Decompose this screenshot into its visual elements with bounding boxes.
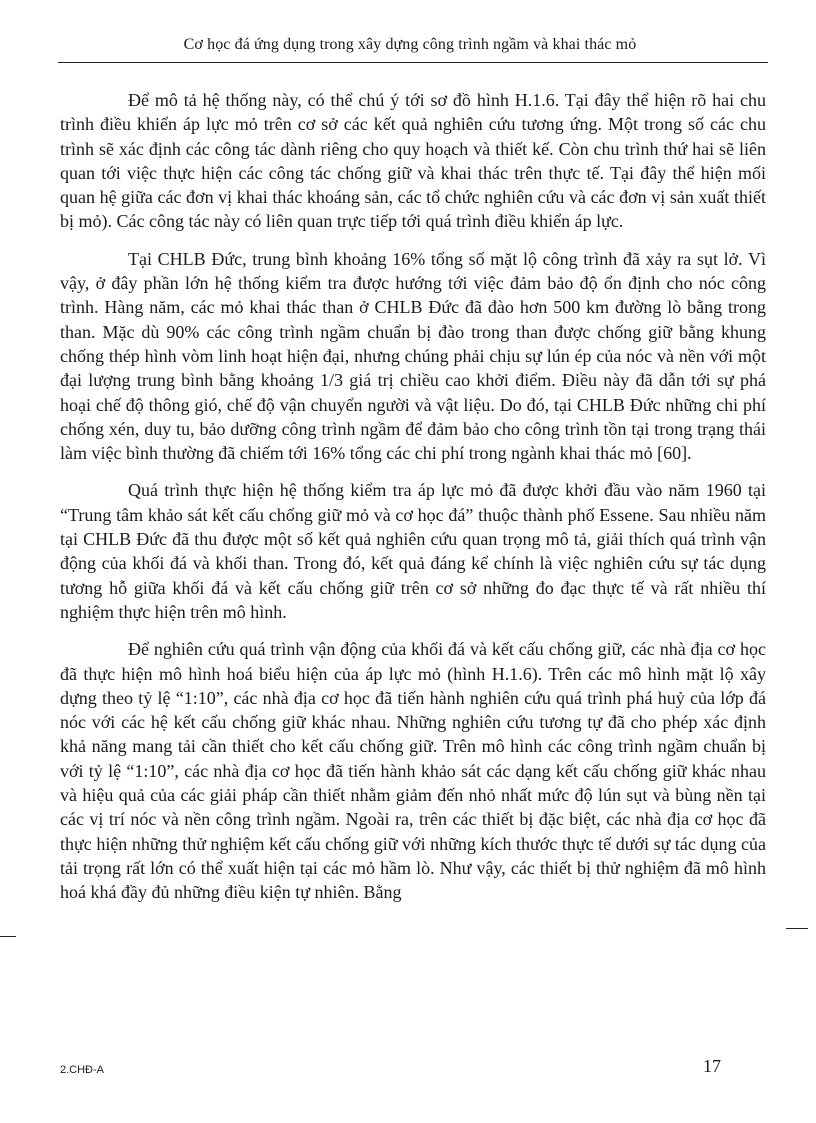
right-margin-mark bbox=[786, 928, 808, 929]
header-divider bbox=[58, 62, 768, 63]
left-margin-mark bbox=[0, 936, 16, 937]
running-header: Cơ học đá ứng dụng trong xây dựng công trình ngầm và khai thác mỏ bbox=[183, 36, 637, 53]
paragraph: Để nghiên cứu quá trình vận động của khối đá và kết cấu chống giữ, các nhà địa cơ học đã thực hiện mô hình hoá biểu hiện của áp lực mỏ (hình H.1.6). Trên các mô hình mặt lộ xây dựng theo tỷ lệ “1:10”, các nhà địa cơ học đã tiến hành nghiên cứu quá trình phá huỷ của lớp đá nóc với các hệ kết cấu chống giữ khác nhau. Những nghiên cứu tương tự đã cho phép xác định khả năng mang tải cần thiết cho kết cấu chống giữ. Trên mô hình các công trình ngầm chuẩn bị với tỷ lệ “1:10”, các nhà địa cơ học đã tiến hành khảo sát các dạng kết cấu chống giữ khác nhau và hiệu quả của các giải pháp cần thiết nhằm giảm đến nhỏ nhất mức độ lún sụt và bùng nền tại các vị trí nóc và nền công trình ngầm. Ngoài ra, trên các thiết bị đặc biệt, các nhà địa cơ học đã thực hiện những thử nghiệm kết cấu chống giữ với những kích thước thực tế dưới sự tác dụng của tải trọng rất lớn có thể xuất hiện tại các mỏ hầm lò. Như vậy, các thiết bị thử nghiệm đã mô hình hoá khá đầy đủ những điều kiện tự nhiên. Bằng bbox=[60, 639, 766, 903]
page-number: 17 bbox=[703, 1056, 721, 1076]
paragraph: Quá trình thực hiện hệ thống kiểm tra áp lực mỏ đã được khởi đầu vào năm 1960 tại “Trung tâm khảo sát kết cấu chống giữ mỏ và cơ học đá” thuộc thành phố Essene. Sau nhiều năm tại CHLB Đức đã thu được một số kết quả nghiên cứu quan trọng mô tả, giải thích quá trình vận động của khối đá và khối than. Trong đó, kết quả đáng kể chính là việc nghiên cứu sự tác dụng tương hỗ giữa khối đá và kết cấu chống giữ trên cơ sở những đo đạc thực tế và rất nhiều thí nghiệm thực hiện trên mô hình. bbox=[60, 480, 766, 622]
paragraph: Tại CHLB Đức, trung bình khoảng 16% tổng số mặt lộ công trình đã xảy ra sụt lở. Vì vậy, ở đây phần lớn hệ thống kiểm tra được hướng tới việc đảm bảo độ ổn định cho nóc công trình. Hàng năm, các mỏ khai thác than ở CHLB Đức đã đào hơn 500 km đường lò bằng trong than. Mặc dù 90% các công trình ngầm chuẩn bị đào trong than được chống giữ bằng khung chống thép hình vòm linh hoạt hiện đại, nhưng chúng phải chịu sự lún ép của nóc và nền với một đại lượng trung bình bằng khoảng 1/3 giá trị chiều cao khởi điểm. Điều này đã dẫn tới sự phá hoại chế độ thông gió, chế độ vận chuyển người và vật liệu. Do đó, tại CHLB Đức những chi phí chống xén, duy tu, bảo dưỡng công trình ngầm để đảm bảo cho công trình tồn tại trong trạng thái làm việc bình thường đã chiếm tới 16% tổng các chi phí trong ngành khai thác mỏ [60]. bbox=[60, 248, 766, 464]
footer-code: 2.CHĐ-A bbox=[60, 1064, 105, 1076]
paragraph: Để mô tả hệ thống này, có thể chú ý tới sơ đồ hình H.1.6. Tại đây thể hiện rõ hai chu trình điều khiển áp lực mỏ trên cơ sở các kết quả nghiên cứu tương ứng. Một trong số các chu trình sẽ xác định các công tác dành riêng cho quy hoạch và thiết kế. Còn chu trình thứ hai sẽ liên quan tới việc thực hiện các công tác chống giữ và khai thác trên thực tế. Tại đây thể hiện mối quan hệ giữa các đơn vị khai thác khoáng sản, các tổ chức nghiên cứu và các đơn vị sản xuất thiết bị mỏ). Các công tác này có liên quan trực tiếp tới quá trình điều khiển áp lực. bbox=[60, 90, 766, 232]
body-text bbox=[60, 88, 766, 918]
